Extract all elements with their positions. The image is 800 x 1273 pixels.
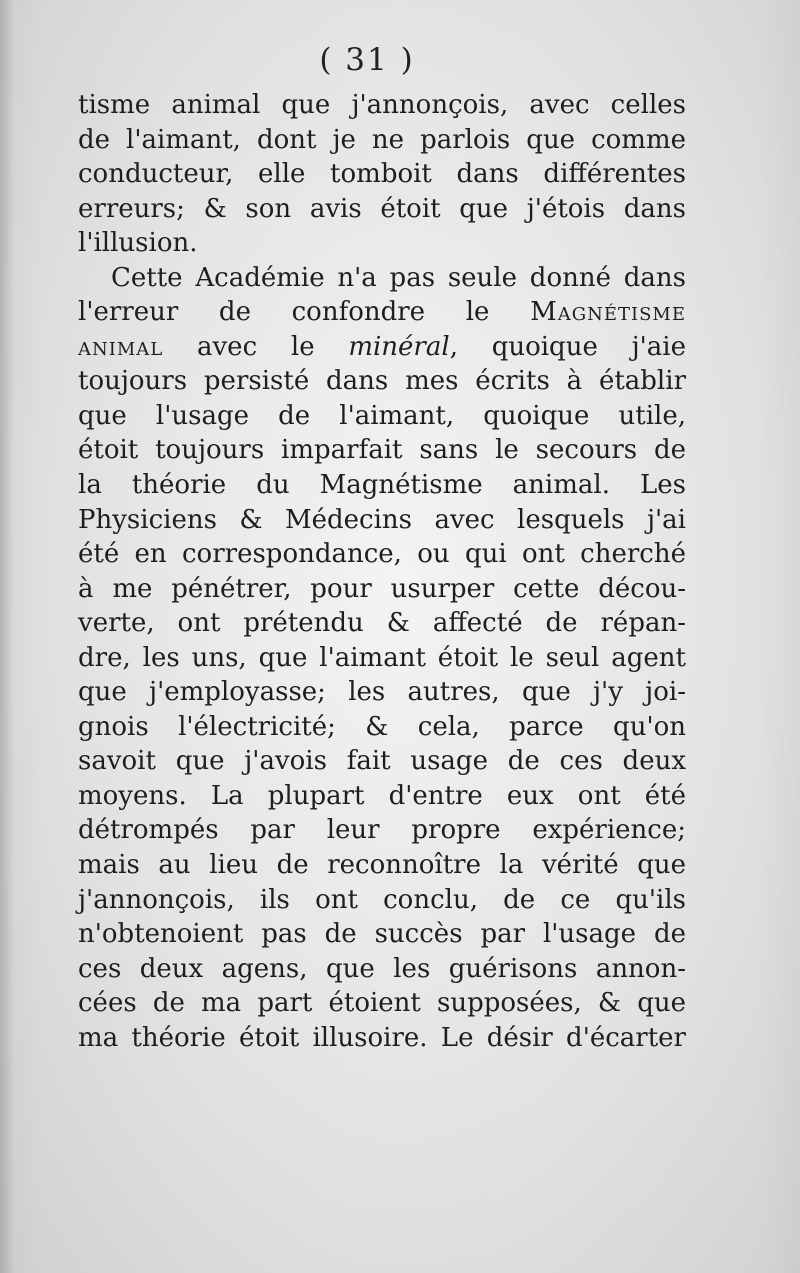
text-line: étoit toujours imparfait sans le secours de	[78, 435, 686, 466]
text-line: que l'usage de l'aimant, quoique utile,	[78, 400, 686, 431]
gutter-shadow	[0, 0, 14, 1273]
text-line: verte, ont prétendu & affecté de répan-	[78, 608, 686, 639]
text-line: savoit que j'avois fait usage de ces deux	[78, 746, 686, 777]
text-line: l'illusion.	[78, 228, 198, 259]
text-line: cées de ma part étoient supposées, & que	[78, 988, 686, 1019]
text-line: ces deux agens, que les guérisons annon-	[78, 953, 686, 984]
text-line: erreurs; & son avis étoit que j'étois dans	[78, 193, 686, 224]
text-line: été en correspondance, ou qui ont cherché	[78, 539, 686, 570]
text-line: détrompés par leur propre expérience;	[78, 815, 686, 846]
text-line: de l'aimant, dont je ne parlois que comme	[78, 124, 686, 155]
text-line: moyens. La plupart d'entre eux ont été	[78, 780, 686, 811]
body-text	[78, 88, 686, 1055]
text-line: gnois l'électricité; & cela, parce qu'on	[78, 711, 686, 742]
small-caps-term: Magnétisme	[530, 297, 686, 328]
text-line: animal avec le minéral, quoique j'aie	[78, 331, 686, 362]
page-number: ( 31 )	[319, 42, 415, 78]
text-line: toujours persisté dans mes écrits à établir	[78, 366, 686, 397]
text-line-paragraph-start: Cette Académie n'a pas seule donné dans	[111, 262, 686, 293]
text-line: n'obtenoient pas de succès par l'usage de	[78, 919, 686, 950]
text-line: que j'employasse; les autres, que j'y joi-	[78, 677, 686, 708]
text-line: conducteur, elle tomboit dans différentes	[78, 159, 686, 190]
text-line: l'erreur de confondre le Magnétisme	[78, 297, 686, 328]
text-line: mais au lieu de reconnoître la vérité que	[78, 850, 686, 881]
text-line: j'annonçois, ils ont conclu, de ce qu'ils	[78, 884, 686, 915]
text-line: à me pénétrer, pour usurper cette décou-	[78, 573, 686, 604]
text-line: ma théorie étoit illusoire. Le désir d'écarter	[78, 1022, 686, 1053]
small-caps-term: animal	[78, 331, 164, 362]
text-line: tisme animal que j'annonçois, avec celles	[78, 90, 686, 120]
text-line: Physiciens & Médecins avec lesquels j'ai	[78, 504, 686, 535]
text-line: dre, les uns, que l'aimant étoit le seul agent	[78, 642, 686, 673]
text-line: la théorie du Magnétisme animal. Les	[78, 470, 686, 501]
italic-term: minéral	[348, 331, 450, 362]
